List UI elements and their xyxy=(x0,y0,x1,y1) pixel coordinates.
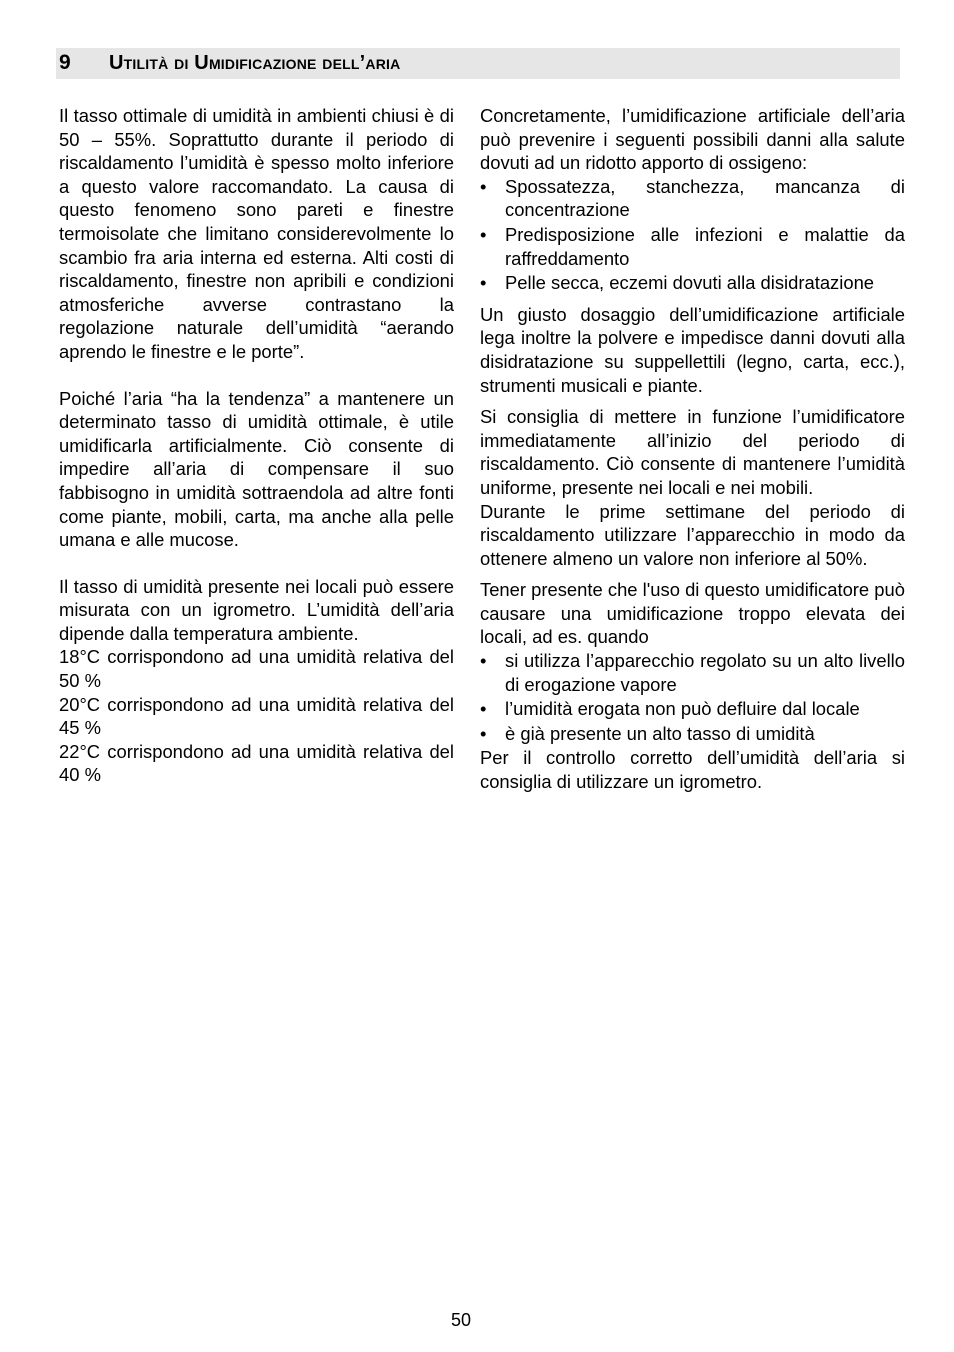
paragraph-hygrometer-advice: Per il controllo corretto dell’umidità dell’aria si consiglia di utilizzare un igrometro. xyxy=(480,747,905,793)
paragraph-dust-binding: Un giusto dosaggio dell’umidificazione artificiale lega inoltre la polvere e impedisce danni dovuti alla disidratazione su suppellettili (legno, carta, ecc.), strumenti musicali e piante. xyxy=(480,303,905,396)
bullet-icon: • xyxy=(480,650,487,672)
list-item: • l’umidità erogata non può defluire dal locale xyxy=(480,698,860,720)
paragraph-optimal-humidity: Il tasso ottimale di umidità in ambienti chiusi è di 50 – 55%. Soprattutto durante il periodo di riscaldamento l’umidità è spesso molto inferiore a questo valore raccomandato. La causa di questo fenomeno sono pareti e finestre termoisolate che limitano considerevolmente lo scambio fra aria interna ed esterna. Alti costi di riscaldamento, finestre non apribili e condizioni atmosferiche avverse contrastano la regolazione naturale dell’umidità “aerando aprendo le finestre e le porte”. xyxy=(59,105,454,362)
humidity-value-20c: 20°C corrispondono ad una umidità relativa del 45 % xyxy=(59,693,454,739)
list-item: • Predisposizione alle infezioni e malattie da raffreddamento xyxy=(480,223,905,269)
paragraph-first-weeks: Durante le prime settimane del periodo di riscaldamento utilizzare l’apparecchio in modo da ottenere almeno un valore non inferiore al 50%. xyxy=(480,500,905,569)
page-number: 50 xyxy=(450,1310,472,1330)
section-heading-bar xyxy=(56,48,900,79)
humidity-value-18c: 18°C corrispondono ad una umidità relativa del 50 % xyxy=(59,646,454,692)
left-column xyxy=(59,104,454,787)
list-item: • è già presente un alto tasso di umidità xyxy=(480,722,815,744)
humidity-value-22c: 22°C corrispondono ad una umidità relativa del 40 % xyxy=(59,740,454,786)
paragraph-health-benefits: Concretamente, l’umidificazione artificiale dell’aria può prevenire i seguenti possibili danni alla salute dovuti ad un ridotto apporto di ossigeno: xyxy=(480,105,905,174)
right-column xyxy=(480,104,905,794)
section-number: 9 xyxy=(59,51,71,74)
over-humidification-list xyxy=(480,649,905,745)
bullet-icon: • xyxy=(480,175,487,197)
list-item: • si utilizza l’apparecchio regolato su un alto livello di erogazione vapore xyxy=(480,650,905,695)
list-item: • Pelle secca, eczemi dovuti alla disidratazione xyxy=(480,272,875,294)
paragraph-artificial-humidification: Poiché l’aria “ha la tendenza” a mantenere un determinato tasso di umidità ottimale, è utile umidificarla artificialmente. Ciò consente di impedire all’aria di compensare il suo fabbisogno in umidità sottraendola ad altre fonti come piante, mobili, carta, ma anche alla pelle umana e alle mucose. xyxy=(59,387,454,551)
section-title: Utilità di Umidificazione dell’aria xyxy=(109,52,401,74)
bullet-icon: • xyxy=(480,272,487,294)
bullet-icon: • xyxy=(480,698,487,720)
paragraph-over-humidification: Tener presente che l'uso di questo umidificatore può causare una umidificazione troppo elevata dei locali, ad es. quando xyxy=(480,579,905,648)
bullet-icon: • xyxy=(480,223,487,245)
paragraph-start-recommendation: Si consiglia di mettere in funzione l’umidificatore immediatamente all’inizio del periodo di riscaldamento. Ciò consente di mantenere l’umidità uniforme, presente nei locali e nei mobili. xyxy=(480,406,905,498)
bullet-icon: • xyxy=(480,722,487,744)
health-damage-list xyxy=(480,175,905,295)
paragraph-measurement: Il tasso di umidità presente nei locali può essere misurata con un igrometro. L’umidità dell’aria dipende dalla temperatura ambiente. xyxy=(59,575,454,644)
list-item: • Spossatezza, stanchezza, mancanza di concentrazione xyxy=(480,175,905,221)
